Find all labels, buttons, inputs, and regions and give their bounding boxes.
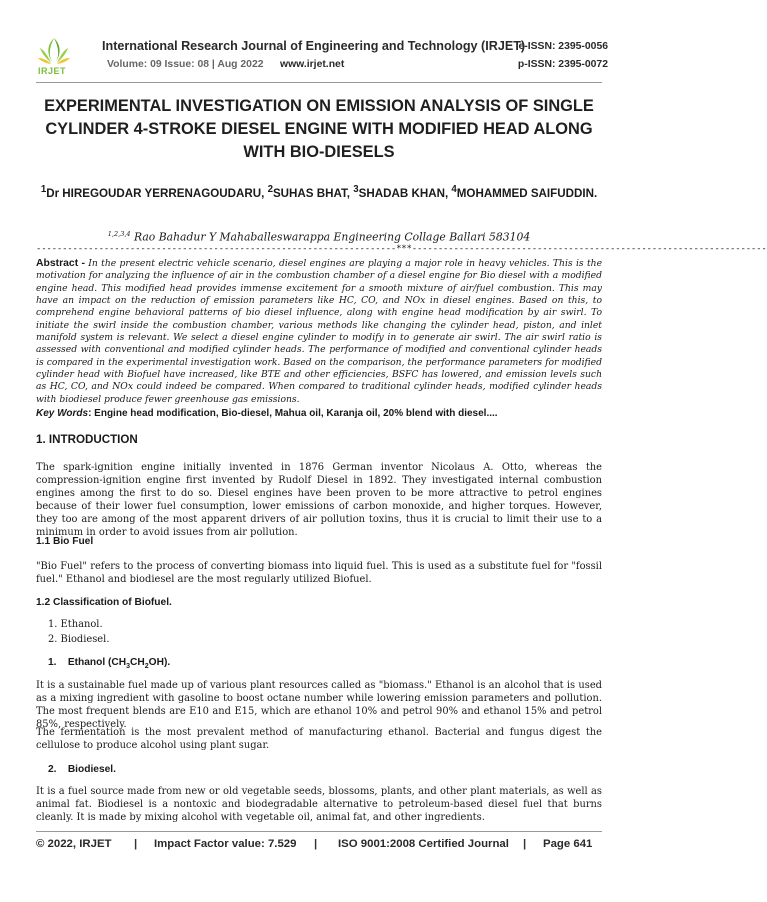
abstract-label: Abstract - <box>36 258 89 269</box>
footer-impact-factor: Impact Factor value: 7.529 <box>154 838 297 850</box>
paragraph: The fermentation is the most prevalent method of manufacturing ethanol. Bacterial and fungus digest the cellulose to produce alcohol using plant sugar. <box>36 727 602 751</box>
p-issn: p-ISSN: 2395-0072 <box>517 59 608 70</box>
footer-iso: ISO 9001:2008 Certified Journal <box>338 838 509 850</box>
list-item: 2. Biodiesel. <box>48 634 110 645</box>
abstract <box>36 258 602 406</box>
keywords-text: : Engine head modification, Bio-diesel, Mahua oil, Karanja oil, 20% blend with diesel.... <box>88 408 498 419</box>
journal-title: International Research Journal of Engineering and Technology (IRJET) <box>102 39 526 53</box>
footer-copyright: © 2022, IRJET <box>36 838 112 850</box>
keywords <box>36 408 602 419</box>
affiliation: $^{1,2,3,4}$ Rao Bahadur Y Mahaballeswarappa Engineering Collage Ballari 583104 <box>107 230 531 244</box>
paragraph: The spark-ignition engine initially invented in 1876 German inventor Nicolaus A. Otto, whereas the compression-ignition engine first invented by Rudolf Diesel in 1892. They investigated internal combustion engines among the first to do so. Diesel engines have been proven to be more attractive to petrol engines because of their lower fuel consumption, lower emissions of carbon monoxide, and higher torques. However, they too are among of the most apparent drivers of air pollution toxins, thus it is crucial to limit their use to a minimum in order to avoid issues from air pollution. <box>36 462 602 538</box>
footer-separator: | <box>134 838 138 850</box>
footer-separator: | <box>314 838 318 850</box>
e-issn: e-ISSN: 2395-0056 <box>518 41 608 52</box>
irjet-logo: IRJET <box>36 36 72 78</box>
paragraph: "Bio Fuel" refers to the process of converting biomass into liquid fuel. This is used as a substitute fuel for "fossil fuel." Ethanol and biodiesel are the most regularly utilized Biofuel. <box>36 561 602 585</box>
journal-website[interactable]: www.irjet.net <box>280 59 345 70</box>
keywords-label: Key Words <box>36 408 89 419</box>
page-footer <box>36 838 602 854</box>
subsection-heading-classification: 1.2 Classification of Biofuel. <box>36 597 172 608</box>
author-list: $^1$Dr HIREGOUDAR YERRENAGOUDARU, $^2$SUHAS BHAT, $^3$SHADAB KHAN, $^4$MOHAMMED SAIFUDDIN. <box>40 184 598 200</box>
subsection-heading-bio-fuel: 1.1 Bio Fuel <box>36 536 94 547</box>
heading-ethanol: 1. Ethanol $(CH_3CH_2OH)$. <box>48 657 171 671</box>
header-divider <box>36 82 602 83</box>
paper-title: EXPERIMENTAL INVESTIGATION ON EMISSION ANALYSIS OF SINGLE CYLINDER 4-STROKE DIESEL ENGINE WITH MODIFIED HEAD ALONG WITH BIO-DIESELS <box>44 97 594 161</box>
journal-header <box>30 36 610 80</box>
footer-page-number: Page 641 <box>543 838 593 850</box>
footer-separator: | <box>523 838 527 850</box>
list-item: 1. Ethanol. <box>48 619 103 630</box>
section-separator: ---------------------------------------------------------------------***-------------------------------------------------------------------- <box>36 244 767 254</box>
heading-biodiesel: 2. Biodiesel. <box>48 764 116 775</box>
abstract-text: In the present electric vehicle scenario, diesel engines are playing a major role in heavy vehicles. This is the motivation for analyzing the influence of air in the combustion chamber of a diesel engine for Bio diesel with a modified engine head. This modified head provides immense excitement for a smooth mixture of air/fuel combustion. This may have an impact on the reduction of emission parameters like HC, CO, and NOx in diesel engines. Based on this, to comprehend engine behavioral patterns of bio diesel influence, along with engine head modification by air swirl. To initiate the swirl inside the combustion chamber, various methods like changing the cylinder head, piston, and inlet manifold system is relevant. We select a diesel engine cylinder to modify in to generate air swirl. The air swirl ratio is assessed with conventional and modified cylinder heads. The performance of modified and conventional cylinder heads is compared in the experimental investigation work. Based on the comparison, the performance parameters for modified cylinder head with Biofuel have increased, like BTE and other efficiencies, BSFC has lowered, and emission levels such as HC, CO, and NOx could indeed be compared. When compared to traditional cylinder heads, modified cylinder heads with biodiesel produce fewer greenhouse gas emissions. <box>36 258 603 405</box>
section-heading-introduction: 1. INTRODUCTION <box>36 433 138 446</box>
volume-issue: Volume: 09 Issue: 08 | Aug 2022 <box>107 59 264 70</box>
paragraph: It is a sustainable fuel made up of various plant resources called as "biomass." Ethanol is an alcohol that is used as a mixing ingredient with gasoline to boost octane number while lowering emission parameters and pollution. The most frequent blends are E10 and E15, which are ethanol 10% and petrol 90% and ethanol 15% and petrol 85%, respectively. <box>36 680 602 730</box>
footer-divider <box>36 831 602 832</box>
paragraph: It is a fuel source made from new or old vegetable seeds, blossoms, plants, and other plant materials, as well as animal fat. Biodiesel is a nontoxic and biodegradable alternative to petroleum-based diesel fuel that burns cleanly. It is made by mixing alcohol with vegetable oil, animal fat, and other ingredients. <box>36 786 602 823</box>
